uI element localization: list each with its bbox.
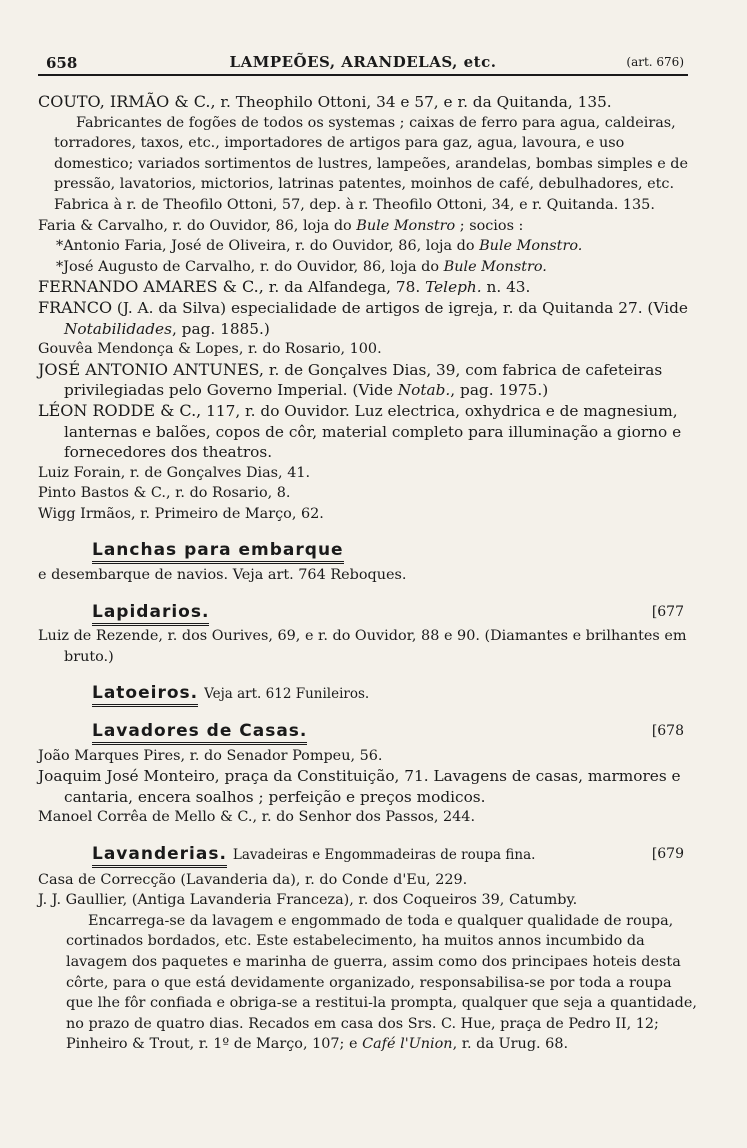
entry-emphasis: Teleph. bbox=[425, 278, 482, 297]
entry-franco bbox=[38, 298, 698, 339]
entry-text: Joaquim José Monteiro, praça da Constituição, 71. Lavagens de casas, marmores e cantaria, encera soalhos ; perfeição e preços modicos. bbox=[38, 767, 681, 806]
list-item bbox=[38, 626, 698, 667]
section-description bbox=[38, 565, 698, 586]
entry-faria-partner-1 bbox=[38, 236, 698, 257]
entry-text: Faria & Carvalho, r. do Ouvidor, 86, loja do bbox=[38, 217, 357, 234]
entry-text: Casa de Correcção (Lavanderia da), r. do Conde d'Eu, 229. bbox=[38, 871, 468, 888]
entry-text: Luiz Forain, r. de Gonçalves Dias, 41. bbox=[38, 464, 311, 481]
page-body bbox=[38, 92, 698, 1055]
entry-emphasis: Bule Monstro bbox=[356, 217, 456, 234]
article-reference: (art. 676) bbox=[626, 55, 684, 69]
section-number: [677 bbox=[651, 603, 684, 620]
entry-text: Luiz de Rezende, r. dos Ourives, 69, e r. do Ouvidor, 88 e 90. (Diamantes e brilhantes em bruto.) bbox=[38, 628, 687, 665]
entry-text: Manoel Corrêa de Mello & C., r. do Senhor dos Passos, 244. bbox=[38, 809, 476, 826]
entry-text: Gouvêa Mendonça & Lopes, r. do Rosario, 100. bbox=[38, 341, 382, 358]
page-number: 658 bbox=[46, 54, 78, 72]
entry-text-after: , pag. 1885.) bbox=[171, 319, 270, 338]
section-number: [678 bbox=[651, 723, 684, 740]
list-item bbox=[38, 766, 698, 807]
entry-name: JOSÉ ANTONIO ANTUNES, bbox=[38, 359, 264, 379]
entry-emphasis: Café l'Union bbox=[362, 1036, 453, 1053]
list-item bbox=[38, 870, 698, 891]
entry-text: *Antonio Faria, José de Oliveira, r. do Ouvidor, 86, loja do bbox=[56, 238, 480, 255]
entry-text: 117, r. do Ouvidor. Luz electrica, oxhydrica e de magnesium, lanternas e balões, copos de côr, material completo para illuminação a giorno e fornecedores dos theatros. bbox=[64, 401, 682, 462]
section-title: Lapidarios. bbox=[92, 602, 209, 626]
list-item bbox=[38, 890, 698, 911]
entry-text: r. da Alfandega, 78. bbox=[263, 278, 426, 297]
section-title: Lanchas para embarque bbox=[92, 540, 344, 564]
entry-pinto-bastos bbox=[38, 483, 698, 504]
entry-text-after: n. 43. bbox=[481, 278, 531, 297]
section-desc-text: e desembarque de navios. Veja art. 764 Reboques. bbox=[38, 567, 407, 584]
entry-gaullier-description bbox=[38, 911, 698, 1055]
entry-text: Encarrega-se da lavagem e engommado de toda e qualquer qualidade de roupa, cortinados bordados, etc. Este estabelecimento, ha muitos annos incumbido da lavagem dos paquetes e marinha de guerra, assim como dos principaes hoteis desta côrte, para o que está devidamente organizado, responsabilisa-se por toda a roupa que lhe fôr confiada e obriga-se a restitui-la prompta, qualquer que seja a quantidade, no prazo de quatro dias. Recados em casa dos Srs. C. Hue, praça de Pedro II, 12; Pinheiro & Trout, r. 1º de Março, 107; e bbox=[66, 912, 697, 1053]
section-header-lanchas bbox=[92, 540, 698, 561]
section-header-lavadores bbox=[92, 721, 698, 742]
entry-emphasis: Bule Monstro. bbox=[443, 258, 547, 275]
entry-text: J. J. Gaullier, (Antiga Lavanderia Franceza), r. dos Coqueiros 39, Catumby. bbox=[38, 892, 578, 909]
entry-text: (J. A. da Silva) especialidade de artigos de igreja, r. da Quitanda 27. (Vide bbox=[112, 298, 688, 317]
entry-text: Pinto Bastos & C., r. do Rosario, 8. bbox=[38, 485, 291, 502]
page-header bbox=[38, 50, 688, 76]
entry-name: LÉON RODDE & C., bbox=[38, 400, 202, 420]
entry-faria bbox=[38, 216, 698, 237]
entry-name: COUTO, IRMÃO & C., bbox=[38, 92, 216, 111]
entry-text: Fabricantes de fogões de todos os systemas ; caixas de ferro para agua, caldeiras, torradores, taxos, etc., importadores de artigos para gaz, agua, lavoura, e uso domestico; variados sortimentos de lustres, lampeões, arandelas, bombas simples e de pressão, lavatorios, mictorios, latrinas patentes, moinhos de café, debulhadores, etc. Fabrica à r. de Theofilo Ottoni, 57, dep. à r. Theofilo Ottoni, 34, e r. Quitanda. 135. bbox=[54, 114, 689, 213]
entry-name: FERNANDO AMARES & C., bbox=[38, 277, 264, 297]
entry-emphasis: Notab. bbox=[397, 381, 451, 400]
entry-text: Wigg Irmãos, r. Primeiro de Março, 62. bbox=[38, 505, 324, 522]
entry-couto-description bbox=[38, 113, 698, 216]
section-header-lapidarios bbox=[92, 602, 698, 623]
entry-text-after: , r. da Urug. 68. bbox=[452, 1036, 569, 1053]
entry-gouvea bbox=[38, 339, 698, 360]
entry-name: FRANCO bbox=[38, 297, 113, 317]
entry-couto bbox=[38, 92, 698, 113]
section-number: [679 bbox=[651, 846, 684, 862]
entry-fernando-amares bbox=[38, 277, 698, 298]
list-item bbox=[38, 807, 698, 828]
entry-luiz-forain bbox=[38, 463, 698, 484]
entry-wigg bbox=[38, 504, 698, 525]
entry-faria-partner-2 bbox=[38, 257, 698, 278]
entry-text-after: , pag. 1975.) bbox=[450, 381, 549, 400]
running-title: LAMPEÕES, ARANDELAS, etc. bbox=[229, 53, 497, 71]
entry-leon-rodde bbox=[38, 401, 698, 463]
section-note: Veja art. 612 Funileiros. bbox=[204, 686, 370, 703]
section-title: Lavanderias. bbox=[92, 844, 227, 868]
entry-emphasis: Notabilidades bbox=[64, 319, 172, 338]
section-title: Lavadores de Casas. bbox=[92, 721, 307, 745]
section-header-lavanderias bbox=[92, 844, 698, 866]
entry-emphasis: Bule Monstro. bbox=[479, 238, 583, 255]
list-item bbox=[38, 746, 698, 767]
section-title: Latoeiros. bbox=[92, 683, 198, 707]
entry-text: r. de Gonçalves Dias, 39, com fabrica de cafeteiras privilegiadas pelo Governo Imperial. (Vide bbox=[64, 360, 663, 400]
section-note: Lavadeiras e Engommadeiras de roupa fina. bbox=[232, 847, 536, 863]
entry-jose-antunes bbox=[38, 360, 698, 401]
entry-text-after: ; socios : bbox=[455, 217, 524, 234]
entry-text: João Marques Pires, r. do Senador Pompeu, 56. bbox=[38, 747, 383, 764]
entry-text: r. Theophilo Ottoni, 34 e 57, e r. da Quitanda, 135. bbox=[215, 93, 612, 111]
entry-text: *José Augusto de Carvalho, r. do Ouvidor, 86, loja do bbox=[56, 258, 444, 275]
section-header-latoeiros bbox=[92, 683, 698, 705]
